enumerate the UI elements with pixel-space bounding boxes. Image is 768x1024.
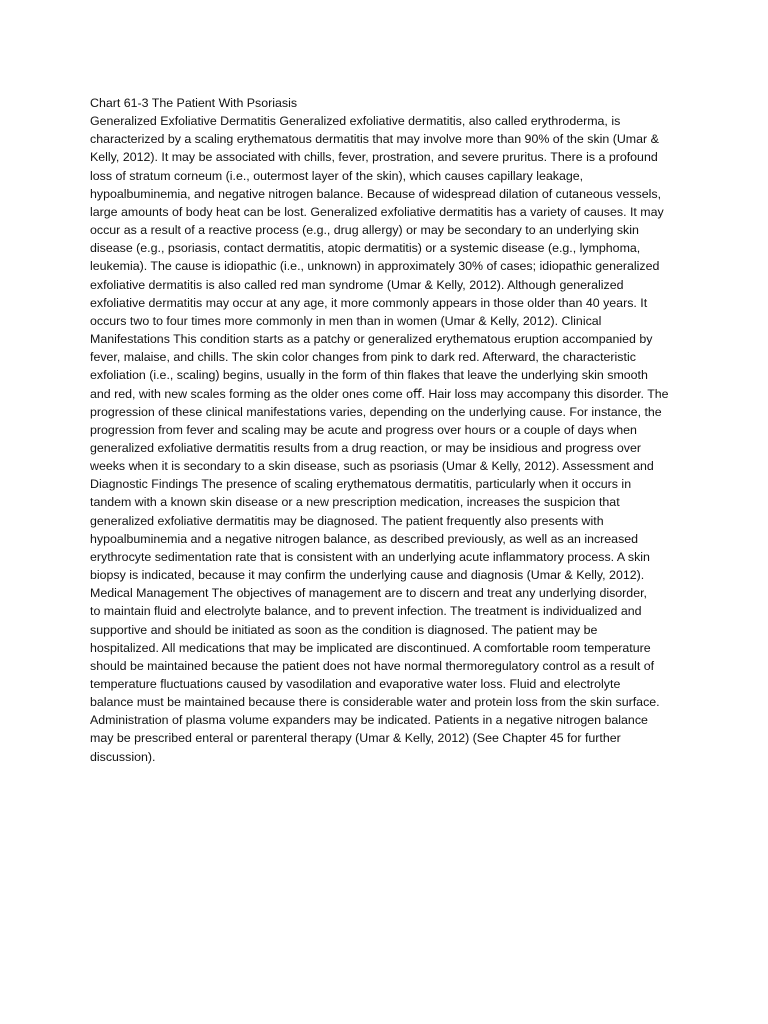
body-line: temperature ﬂuctuations caused by vasodilation and evaporative water loss. Fluid and electrolyte: [90, 677, 621, 691]
document-page: [90, 94, 682, 766]
body-line: characterized by a scaling erythematous dermatitis that may involve more than 90% of the skin (Umar &: [90, 132, 659, 147]
body-line: Diagnostic Findings The presence of scaling erythematous dermatitis, particularly when it occurs in: [90, 477, 632, 492]
body-line: fever, malaise, and chills. The skin color changes from pink to dark red. Afterward, the characteristic: [90, 350, 636, 365]
body-line: may be prescribed enteral or parenteral therapy (Umar & Kelly, 2012) (See Chapter 45 for further: [90, 731, 621, 746]
body-line: balance must be maintained because there is considerable water and protein loss from the skin surface.: [90, 695, 660, 710]
body-line: loss of stratum corneum (i.e., outermost layer of the skin), which causes capillary leakage,: [90, 168, 584, 183]
body-line: exfoliation (i.e., scaling) begins, usually in the form of thin ﬂakes that leave the underlying skin smooth: [90, 368, 648, 383]
body-line: erythrocyte sedimentation rate that is consistent with an underlying acute inﬂammatory process. A skin: [90, 549, 650, 564]
body-line: occur as a result of a reactive process (e.g., drug allergy) or may be secondary to an underlying skin: [90, 223, 639, 238]
body-line: Medical Management The objectives of management are to discern and treat any underlying disorder,: [90, 586, 647, 601]
body-line: should be maintained because the patient does not have normal thermoregulatory control as a result of: [90, 658, 655, 673]
body-line: exfoliative dermatitis is also called red man syndrome (Umar & Kelly, 2012). Although generalized: [90, 277, 624, 292]
body-line: hospitalized. All medications that may be implicated are discontinued. A comfortable room temperature: [90, 640, 651, 655]
body-line: to maintain ﬂuid and electrolyte balance, and to prevent infection. The treatment is individualized and: [90, 604, 642, 619]
body-line: generalized exfoliative dermatitis may be diagnosed. The patient frequently also presents with: [90, 513, 604, 528]
body-line: hypoalbuminemia and a negative nitrogen balance, as described previously, as well as an increased: [90, 531, 639, 546]
body-line: leukemia). The cause is idiopathic (i.e., unknown) in approximately 30% of cases; idiopathic generalized: [90, 259, 660, 274]
body-line: tandem with a known skin disease or a new prescription medication, increases the suspicion that: [90, 495, 620, 510]
body-line: disease (e.g., psoriasis, contact dermatitis, atopic dermatitis) or a systemic disease (e.g., lymphoma,: [90, 241, 641, 256]
body-line: discussion).: [90, 749, 156, 764]
body-line: Manifestations This condition starts as a patchy or generalized erythematous eruption accompanied by: [90, 332, 653, 347]
body-line: biopsy is indicated, because it may confirm the underlying cause and diagnosis (Umar & Kelly, 2012).: [90, 568, 645, 583]
body-line: Kelly, 2012). It may be associated with chills, fever, prostration, and severe pruritus. There is a profound: [90, 150, 658, 165]
body-line: occurs two to four times more commonly in men than in women (Umar & Kelly, 2012). Clinical: [90, 313, 602, 328]
body-line: progression from fever and scaling may be acute and progress over hours or a couple of days when: [90, 422, 637, 437]
body-line: hypoalbuminemia, and negative nitrogen balance. Because of widespread dilation of cutaneous vessels,: [90, 186, 662, 201]
body-line: exfoliative dermatitis may occur at any age, it more commonly appears in those older than 40 years. It: [90, 295, 648, 310]
body-line: supportive and should be initiated as soon as the condition is diagnosed. The patient may be: [90, 622, 598, 637]
body-line: Administration of plasma volume expanders may be indicated. Patients in a negative nitrogen balance: [90, 713, 648, 728]
body-line: generalized exfoliative dermatitis results from a drug reaction, or may be insidious and progress over: [90, 440, 641, 455]
body-line: Generalized Exfoliative Dermatitis Generalized exfoliative dermatitis, also called erythroderma, is: [90, 114, 621, 129]
body-line: and red, with new scales forming as the older ones come oﬀ. Hair loss may accompany this disorder. The: [90, 386, 669, 401]
body-line: progression of these clinical manifestations varies, depending on the underlying cause. For instance, the: [90, 404, 662, 419]
document-title: Chart 61-3 The Patient With Psoriasis: [90, 96, 298, 110]
body-line: large amounts of body heat can be lost. Generalized exfoliative dermatitis has a variety of causes. It may: [90, 204, 664, 219]
body-line: weeks when it is secondary to a skin disease, such as psoriasis (Umar & Kelly, 2012). Assessment and: [90, 459, 654, 474]
